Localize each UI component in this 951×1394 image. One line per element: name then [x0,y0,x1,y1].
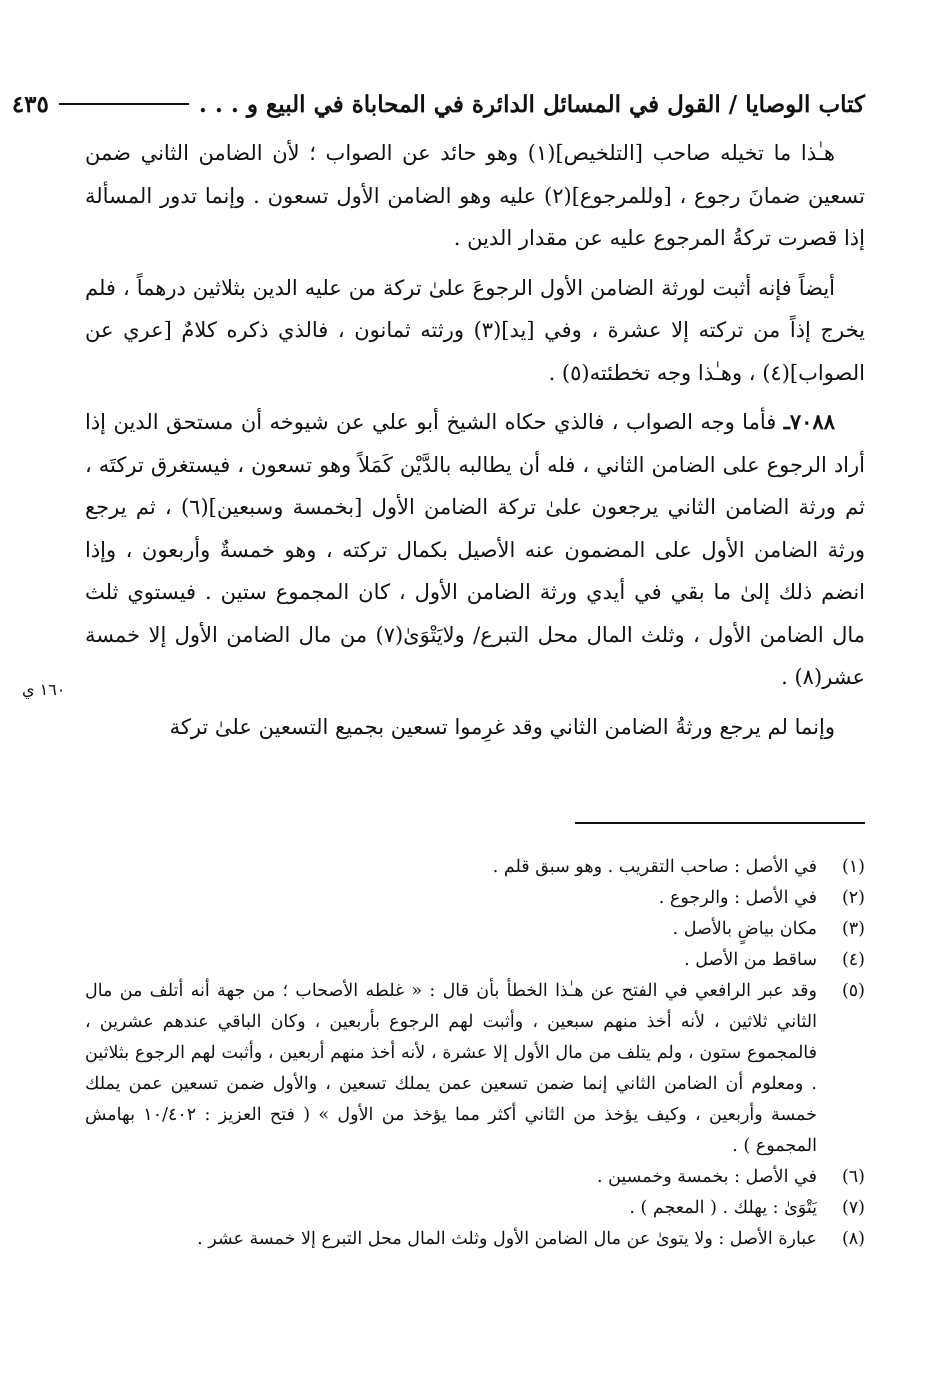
footnote-text: عبارة الأصل : ولا يتوىٰ عن مال الضامن الأول وثلث المال محل التبرع إلا خمسة عشر . [197,1229,817,1249]
footnote [85,1162,865,1193]
footnote-text: في الأصل : بخمسة وخمسين . [596,1167,817,1187]
footnote-divider [575,822,865,824]
page-number: ٤٣٥ [11,90,49,118]
footnote [85,1193,865,1224]
footnote [85,883,865,914]
paragraph-2: أيضاً فإنه أثبت لورثة الضامن الأول الرجوعَ علىٰ تركة من عليه الدين بثلاثين درهماً ، فلم يخرج إذاً من تركته إلا عشرة ، وفي [يد](٣) ورثته ثمانون ، فالذي ذكره كلامٌ [عري عن الصواب](٤) ، وهـٰذا وجه تخطئته(٥) . [85,275,866,385]
footnote [85,852,865,883]
footnote-text: مكان بياضٍ بالأصل . [672,919,817,939]
footnotes [85,852,865,1255]
footnote-text: وقد عبر الرافعي في الفتح عن هـٰذا الخطأ بأن قال : « غلطه الأصحاب ؛ من جهة أنه أتلف من مال الثاني ثلاثين ، لأنه أخذ منهم سبعين ، وأثبت لهم الرجوع بأربعين ، وكان الباقي عندهم عشرين ، فالمجموع ستون ، ولم يتلف من مال الأول إلا عشرة ، لأنه أخذ منهم أربعين ، وأثبت لهم الرجوع بثلاثين . ومعلوم أن الضامن الثاني إنما ضمن تسعين عمن يملك تسعين ، والأول ضمن تسعين عمن يملك خمسة وأربعين ، وكيف يؤخذ من الثاني أكثر مما يؤخذ من الأول » ( فتح العزيز : ١٠/٤٠٢ بهامش المجموع ) . [85,981,817,1156]
footnote-text: يَتْوَىٰ : يهلك . ( المعجم ) . [629,1198,817,1218]
margin-note: ١٦٠ ي [22,680,66,699]
footnote-number: (٢) [841,888,865,908]
footnote-number: (٧) [841,1198,865,1218]
footnote-number: (٥) [841,981,865,1001]
paragraph-1: هـٰذا ما تخيله صاحب [التلخيص](١) وهو حائد عن الصواب ؛ لأن الضامن الثاني ضمن تسعين ضمانَ رجوع ، [وللمرجوع](٢) عليه وهو الضامن الأول تسعون . وإنما تدور المسألة إذا قصرت تركةُ المرجوع عليه عن مقدار الدين . [85,141,865,250]
paragraph-number: ٧٠٨٨ـ [783,409,835,434]
paragraph-3-text: فأما وجه الصواب ، فالذي حكاه الشيخ أبو علي عن شيوخه أن مستحق الدين إذا أراد الرجوع على الضامن الثاني ، فله أن يطالبه بالدَّيْن كَمَلاً وهو تسعون ، فيستغرق تركتَه ، ثم ورثة الضامن الثاني يرجعون علىٰ تركة الضامن الأول [بخمسة وسبعين](٦) ، ثم يرجع ورثة الضامن الأول على المضمون عنه الأصيل بكمال تركته ، وهو خمسةٌ وأربعون ، وإذا انضم ذلك إلىٰ ما بقي في أيدي ورثة الضامن الأول ، كان المجموع ستين . فيستوي ثلث مال الضامن الأول ، وثلث المال محل التبرع/ ولايَتْوَىٰ(٧) من مال الضامن الأول إلا خمسة عشر(٨) . [85,410,865,689]
footnote-text: في الأصل : صاحب التقريب . وهو سبق قلم . [492,857,817,877]
footnote [85,976,865,1162]
paragraph-3 [85,401,865,699]
footnote [85,914,865,945]
paragraph-4: وإنما لم يرجع ورثةُ الضامن الثاني وقد غرِموا تسعين بجميع التسعين علىٰ تركة [169,714,835,739]
footnote-text: في الأصل : والرجوع . [658,888,817,908]
main-text [85,132,865,755]
running-header [11,84,865,124]
footnote-number: (٤) [841,950,865,970]
header-title: كتاب الوصايا / القول في المسائل الدائرة في المحاباة في البيع و . . . [198,90,865,118]
header-rule [59,103,189,105]
footnote-text: ساقط من الأصل . [684,950,817,970]
footnote [85,945,865,976]
footnote-number: (٦) [841,1167,865,1187]
footnote [85,1224,865,1255]
footnote-number: (٣) [841,919,865,939]
footnote-number: (٨) [841,1229,865,1249]
footnote-number: (١) [841,857,865,877]
